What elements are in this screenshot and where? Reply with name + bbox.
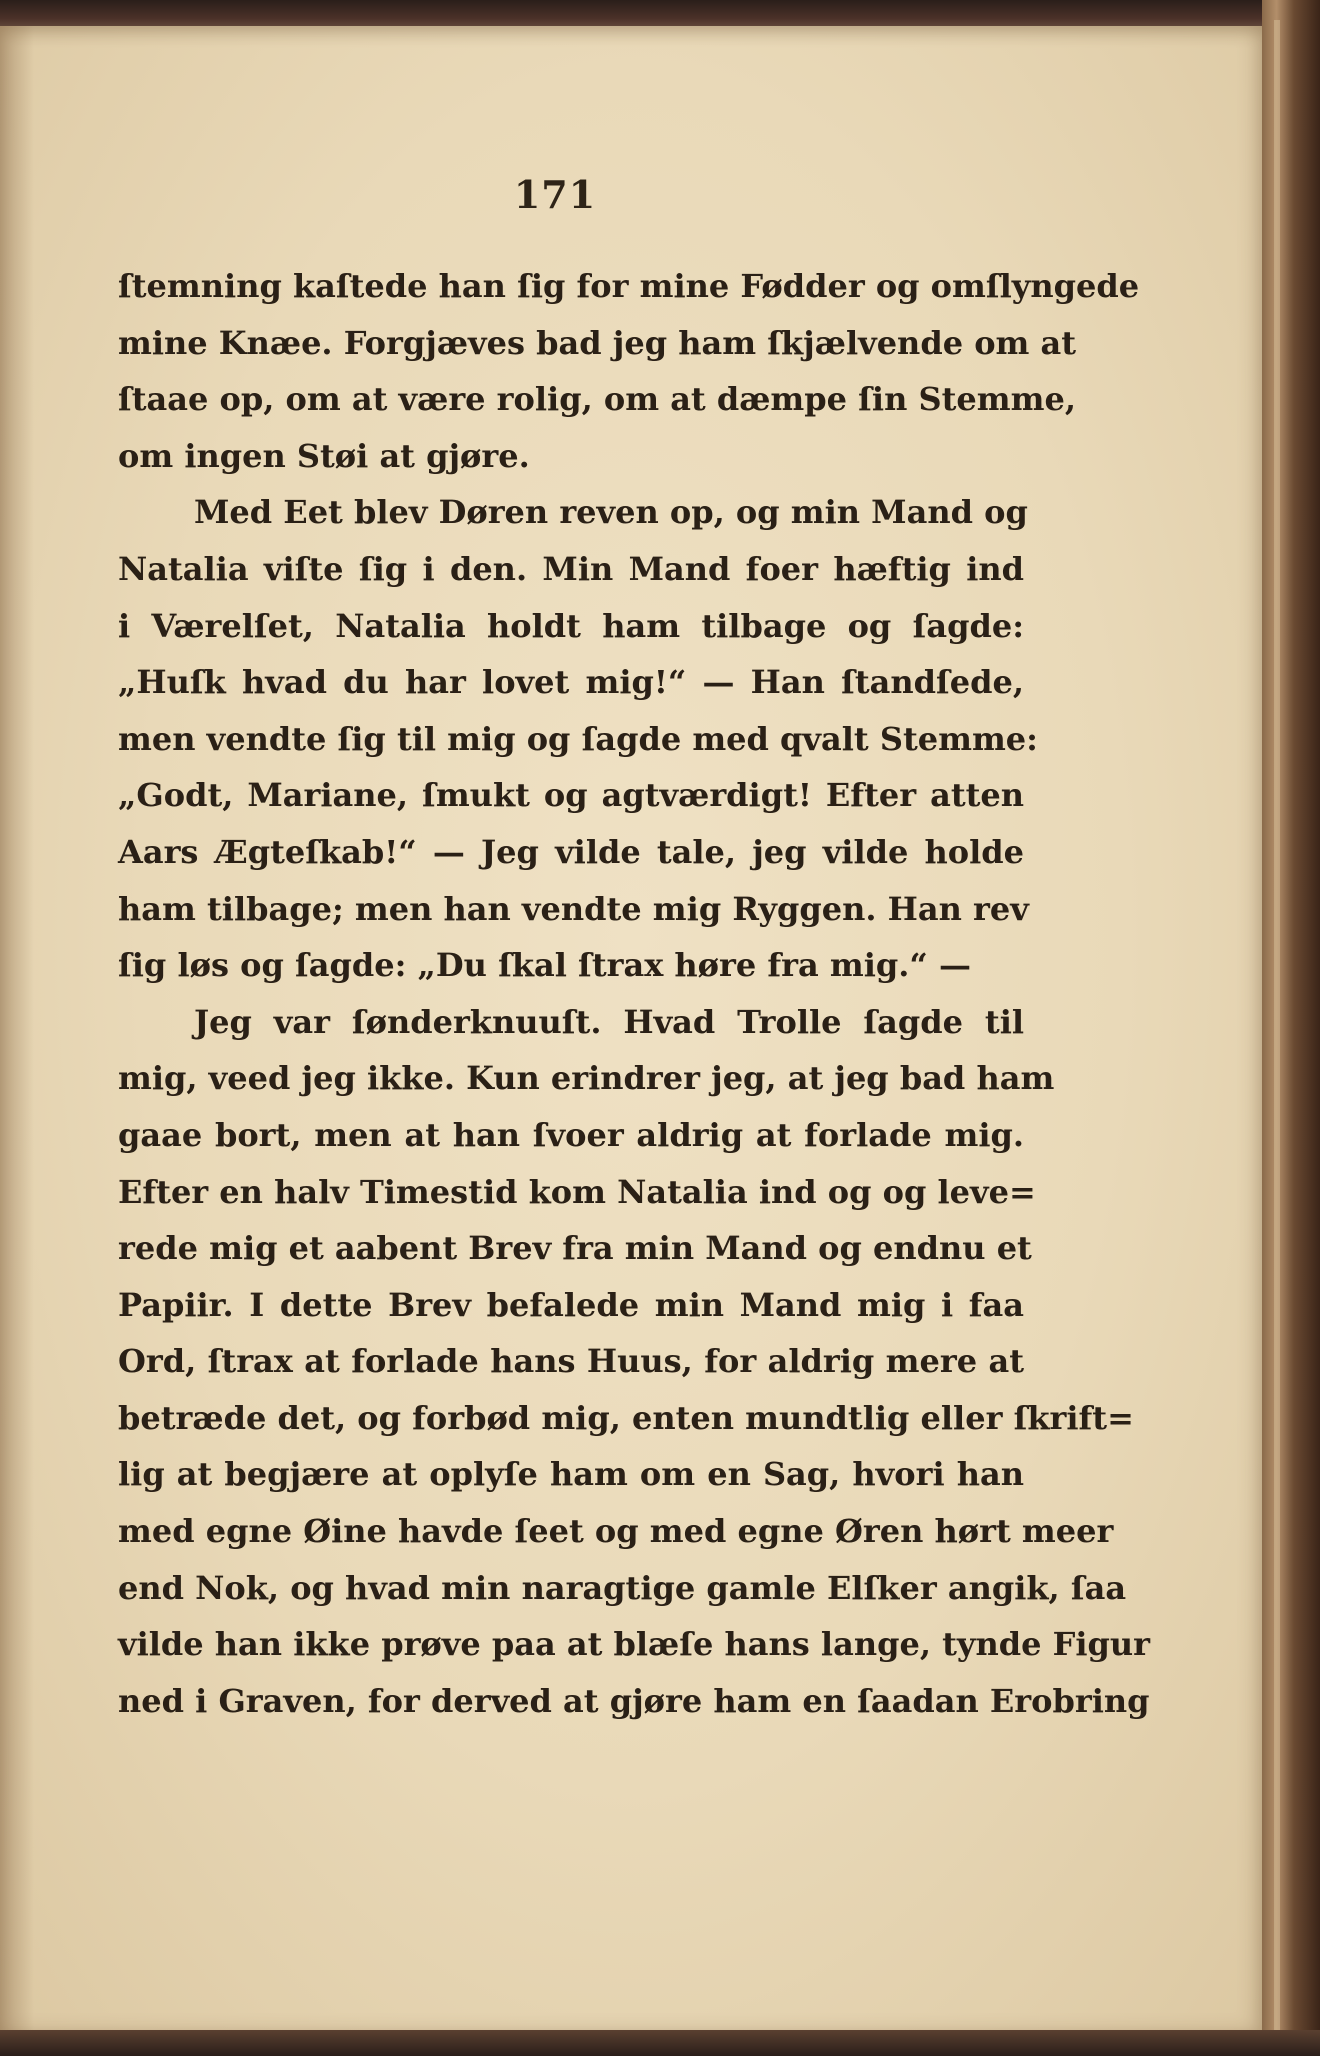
text-line: ſig løs og ſagde: „Du ſkal ſtrax høre fra mig.“ — xyxy=(118,946,971,985)
text-line: med egne Øine havde ſeet og med egne Øren hørt meer xyxy=(118,1512,1114,1551)
text-line: „Huſk hvad du har lovet mig!“ — Han ſtandſede, xyxy=(118,663,1024,702)
text-line: Natalia viſte ſig i den. Min Mand foer hæftig ind xyxy=(118,549,1024,588)
text-line: „Godt, Mariane, ſmukt og agtværdigt! Efter atten xyxy=(118,776,1024,815)
text-line: mine Knæe. Forgjæves bad jeg ham ſkjælvende om at xyxy=(118,323,1077,362)
text-line: vilde han ikke prøve paa at blæſe hans lange, tynde Figur xyxy=(118,1625,1150,1664)
text-line: gaae bort, men at han ſvoer aldrig at forlade mig. xyxy=(118,1115,1024,1154)
text-line: mig, veed jeg ikke. Kun erindrer jeg, at jeg bad ham xyxy=(118,1059,1055,1098)
page-number: 171 xyxy=(513,172,597,217)
text-line: rede mig et aabent Brev fra min Mand og endnu et xyxy=(118,1229,1032,1268)
text-line: ſtemning kaſtede han ſig for mine Fødder og omſlyngede xyxy=(118,267,1140,305)
text-line: ſtaae op, om at være rolig, om at dæmpe ſin Stemme, xyxy=(118,380,1076,419)
page-gutter-shadow xyxy=(0,26,34,2032)
text-line: men vendte ſig til mig og ſagde med qvalt Stemme: xyxy=(118,719,1038,758)
text-line: Ord, ſtrax at forlade hans Huus, for aldrig mere at xyxy=(118,1342,1024,1381)
text-line: Aars Ægteſkab!“ — Jeg vilde tale, jeg vilde holde xyxy=(118,832,1024,871)
body-text xyxy=(118,258,1150,1729)
text-line: Efter en halv Timestid kom Natalia ind og og leve= xyxy=(118,1172,1036,1211)
text-line: ned i Graven, for derved at gjøre ham en ſaadan Erobring xyxy=(118,1681,1150,1720)
book-bottom-edge xyxy=(0,2030,1320,2056)
text-line-paragraph-start: Med Eet blev Døren reven op, og min Mand og xyxy=(194,493,1028,532)
text-line: lig at begjære at oplyſe ham om en Sag, hvori han xyxy=(118,1455,1024,1494)
text-line: betræde det, og forbød mig, enten mundtlig eller ſkrift= xyxy=(118,1398,1134,1437)
text-line-paragraph-start: Jeg var ſønderknuuſt. Hvad Trolle ſagde til xyxy=(194,1002,1024,1041)
text-line: Papiir. I dette Brev befalede min Mand mig i faa xyxy=(118,1285,1024,1324)
book-page-edges xyxy=(1262,0,1320,2056)
text-line: i Værelſet, Natalia holdt ham tilbage og ſagde: xyxy=(118,606,1024,645)
book-page-edge-highlight xyxy=(1274,20,1280,2030)
text-line: end Nok, og hvad min naragtige gamle Elſker angik, ſaa xyxy=(118,1568,1127,1607)
text-line: ham tilbage; men han vendte mig Ryggen. Han rev xyxy=(118,889,1029,928)
text-line: om ingen Støi at gjøre. xyxy=(118,436,530,475)
